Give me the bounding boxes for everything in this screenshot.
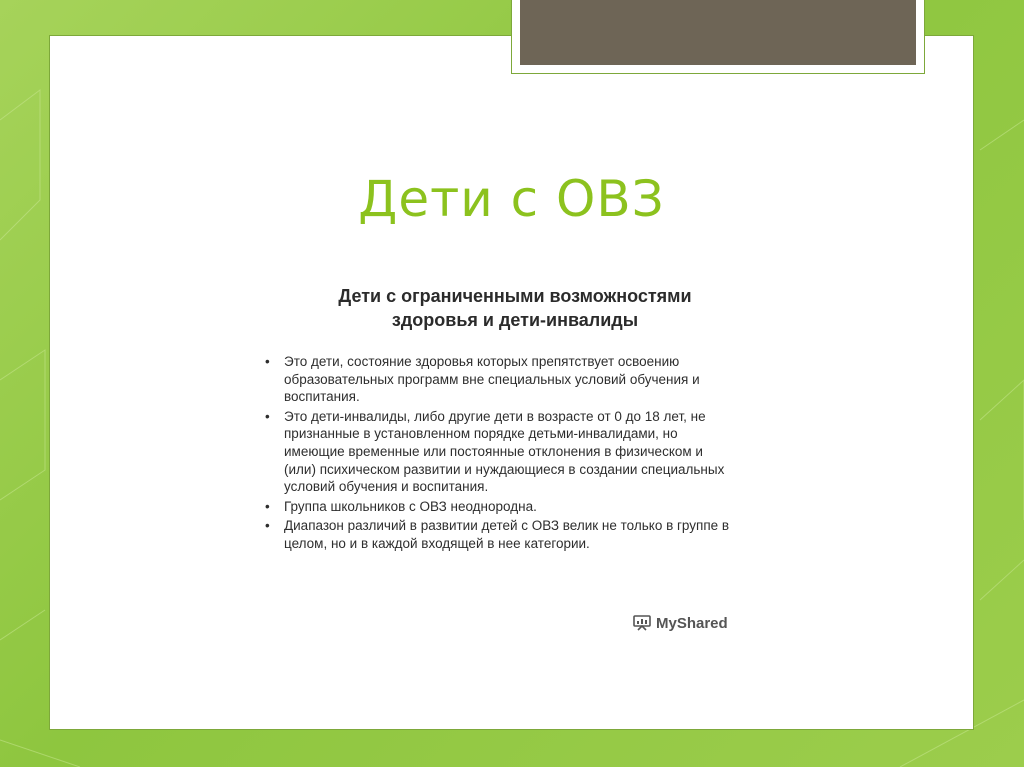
bullet-text: Это дети, состояние здоровья которых препятствует освоению образовательных программ вне специальных условий обучения и воспитания. [284,354,700,405]
content-heading-line-1: Дети с ограниченными возможностями [338,286,692,306]
bullet-list [262,353,732,555]
bullet-dot-icon: • [265,498,270,514]
watermark-text: MyShared [656,614,728,632]
bullet-dot-icon: • [265,354,270,369]
bullet-item [262,498,732,516]
title-tab-fill [520,0,916,65]
bullet-item [262,408,732,496]
myshared-watermark[interactable] [632,612,728,634]
bullet-item [262,353,732,406]
bullet-dot-icon: • [265,408,270,424]
bullet-text: Группа школьников с ОВЗ неоднородна. [284,498,537,514]
bullet-text: Это дети-инвалиды, либо другие дети в возрасте от 0 до 18 лет, не признанные в установленном порядке детьми-инвалидами, но имеющие временные или постоянные отклонения в физическом и (или) психическом развитии и нуждающиеся в создании специальных условий обучения и воспитания. [284,408,725,495]
myshared-logo-icon [632,613,652,633]
title-tab-decoration [511,0,925,74]
slide-title: Дети с ОВЗ [358,170,665,228]
bullet-item [262,517,732,552]
content-heading [240,284,790,332]
content-heading-line-2: здоровья и дети-инвалиды [391,310,639,330]
bullet-dot-icon: • [265,518,270,534]
bullet-text: Диапазон различий в развитии детей с ОВЗ велик не только в группе в целом, но и в каждой входящей в нее категории. [284,518,730,551]
